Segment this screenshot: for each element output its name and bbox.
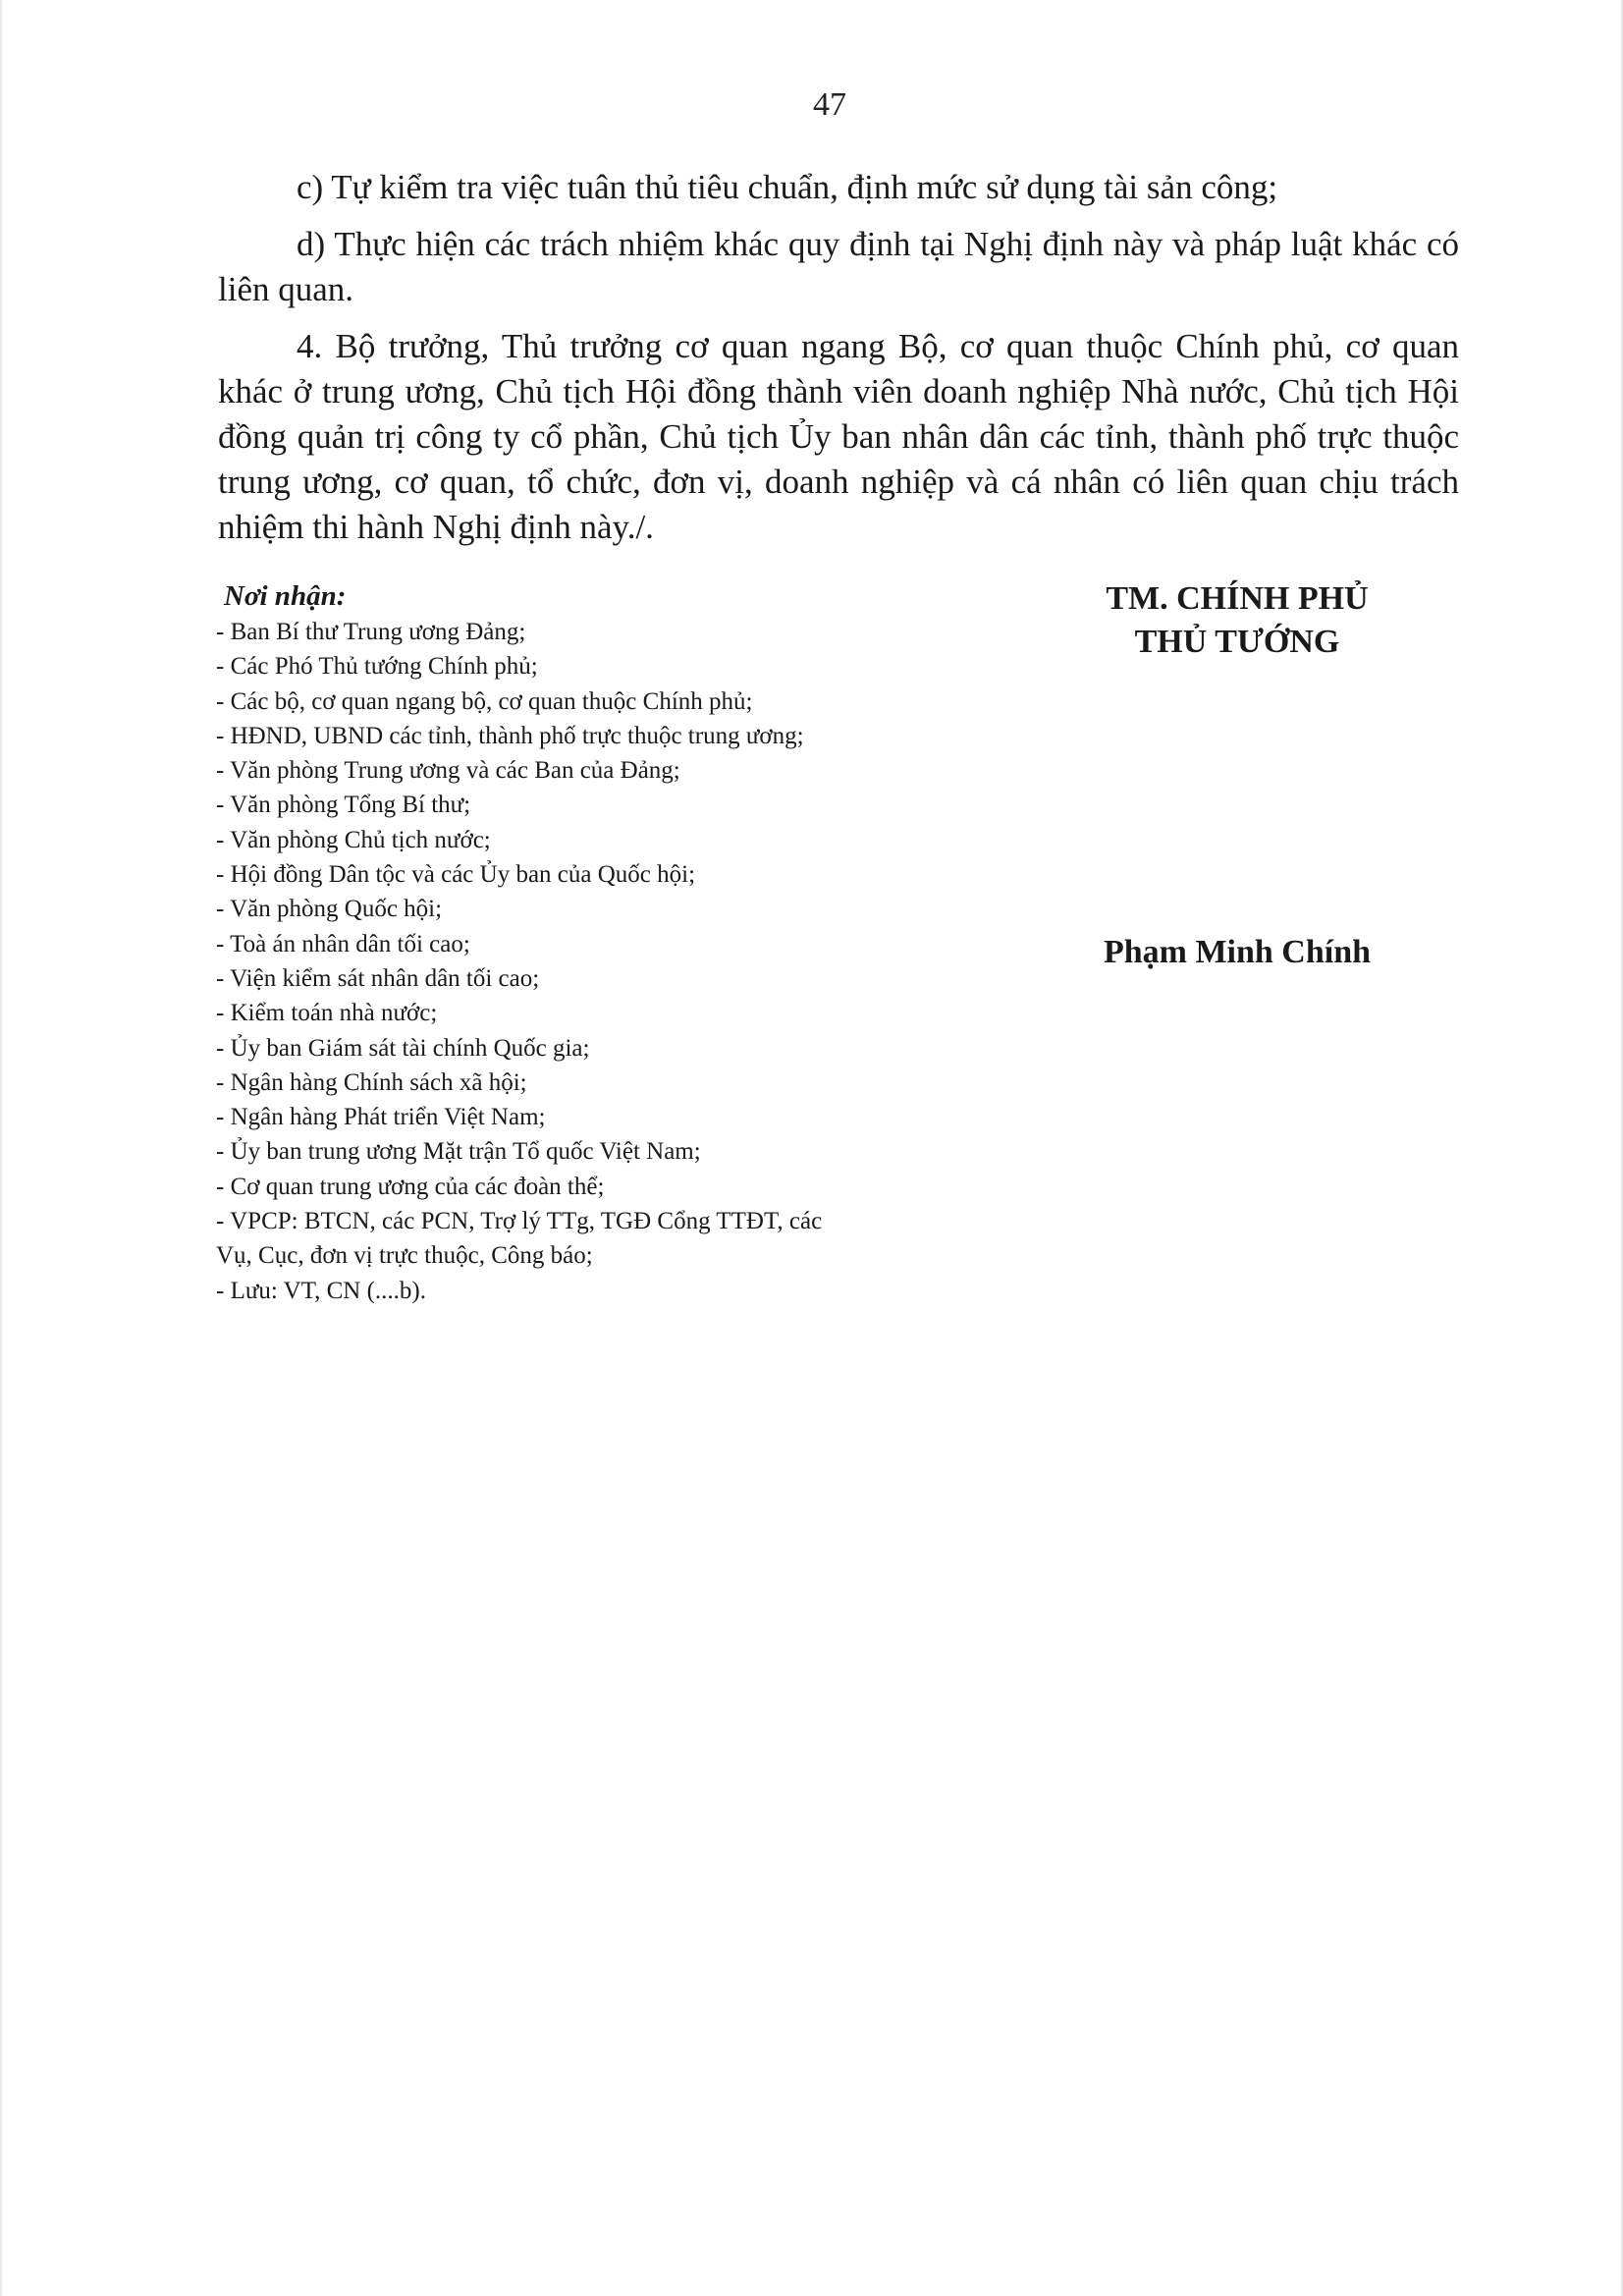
recipient-item: Vụ, Cục, đơn vị trực thuộc, Công báo; [216, 1242, 593, 1270]
recipient-item: - Ngân hàng Chính sách xã hội; [216, 1068, 527, 1096]
recipient-item: - HĐND, UBND các tỉnh, thành phố trực thuộc trung ương; [216, 722, 804, 749]
recipient-item: - Toà án nhân dân tối cao; [216, 930, 470, 957]
recipient-item: - Ủy ban trung ương Mặt trận Tổ quốc Việt Nam; [216, 1138, 701, 1166]
recipient-item: - Các bộ, cơ quan ngang bộ, cơ quan thuộc Chính phủ; [216, 687, 753, 715]
paragraph-c: c) Tự kiểm tra việc tuân thủ tiêu chuẩn, định mức sử dụng tài sản công; [297, 168, 1278, 206]
recipients-title: Nơi nhận: [224, 580, 347, 612]
recipients-block [216, 579, 982, 1308]
recipient-item: - Văn phòng Quốc hội; [216, 896, 443, 923]
recipients-list [216, 615, 982, 1308]
recipient-item: - Văn phòng Chủ tịch nước; [216, 826, 491, 853]
signer-name: Phạm Minh Chính [1103, 934, 1372, 970]
recipient-item: - Các Phó Thủ tướng Chính phủ; [216, 653, 538, 681]
recipient-item: - Văn phòng Trung ương và các Ban của Đảng; [216, 757, 680, 785]
recipient-item: - Hội đồng Dân tộc và các Ủy ban của Quốc hội; [216, 861, 696, 889]
recipient-item: - Ban Bí thư Trung ương Đảng; [216, 619, 526, 645]
signature-org: TM. CHÍNH PHỦ [1106, 580, 1369, 617]
signature-title: THỦ TƯỚNG [1134, 624, 1340, 660]
paragraph-4: 4. Bộ trưởng, Thủ trưởng cơ quan ngang Bộ, cơ quan thuộc Chính phủ, cơ quan khác ở trung ương, Chủ tịch Hội đồng thành viên doanh nghiệp Nhà nước, Chủ tịch Hội đồng quản trị công ty cổ phần, Chủ tịch Ủy ban nhân dân các tỉnh, thành phố trực thuộc trung ương, cơ quan, tổ chức, đơn vị, doanh nghiệp và cá nhân có liên quan chịu trách nhiệm thi hành Nghị định này./. [218, 327, 1459, 546]
signature-block [1011, 577, 1463, 664]
recipient-item: - Kiểm toán nhà nước; [216, 1000, 438, 1027]
body-text [218, 165, 1459, 550]
page-edge-left [0, 0, 2, 2296]
recipient-item: - Văn phòng Tổng Bí thư; [216, 792, 471, 819]
paragraph-d: d) Thực hiện các trách nhiệm khác quy định tại Nghị định này và pháp luật khác có liên quan. [218, 225, 1459, 308]
recipient-item: - Viện kiểm sát nhân dân tối cao; [216, 964, 540, 992]
recipient-item: - Lưu: VT, CN (....b). [216, 1277, 426, 1304]
page-number: 47 [813, 86, 846, 123]
recipient-item: - Ủy ban Giám sát tài chính Quốc gia; [216, 1034, 590, 1062]
recipient-item: - VPCP: BTCN, các PCN, Trợ lý TTg, TGĐ Cổng TTĐT, các [216, 1208, 823, 1235]
recipient-item: - Ngân hàng Phát triển Việt Nam; [216, 1104, 546, 1131]
recipient-item: - Cơ quan trung ương của các đoàn thể; [216, 1173, 605, 1200]
